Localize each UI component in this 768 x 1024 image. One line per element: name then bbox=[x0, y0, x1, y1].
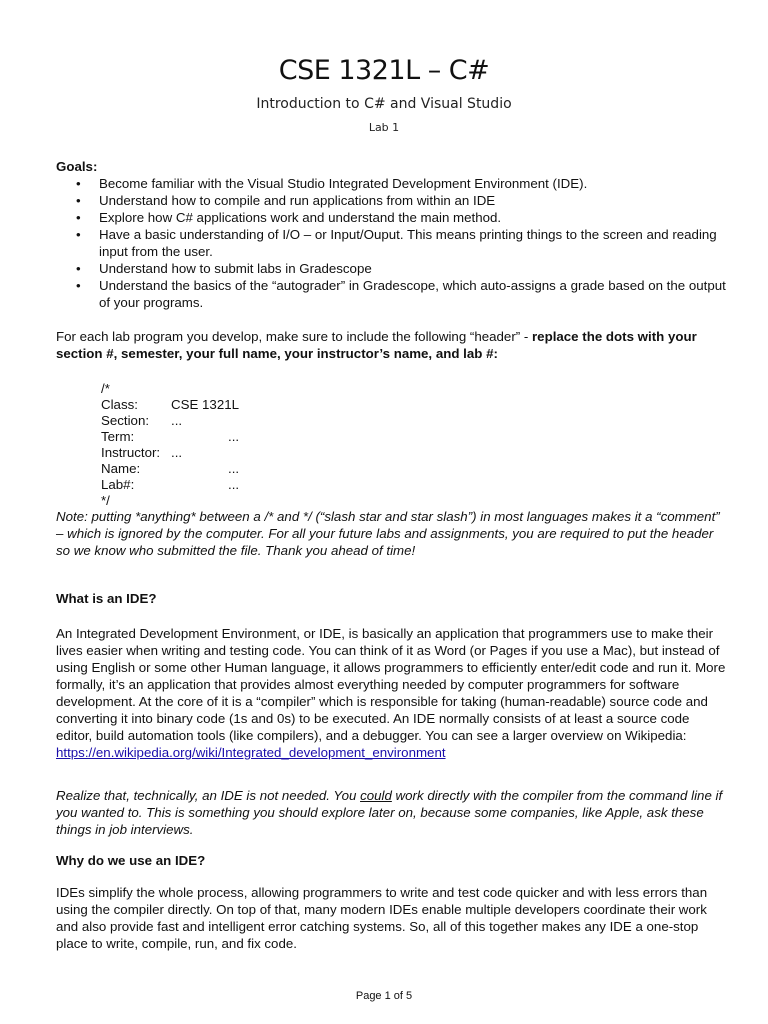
goal-item bbox=[56, 192, 726, 209]
lab-value: ... bbox=[228, 477, 240, 492]
goals-list bbox=[56, 175, 726, 311]
wikipedia-link[interactable]: https://en.wikipedia.org/wiki/Integrated_development_environment bbox=[56, 745, 446, 760]
code-header-template bbox=[101, 381, 401, 509]
what-is-ide-heading: What is an IDE? bbox=[56, 591, 157, 606]
what-is-ide-text: An Integrated Development Environment, or IDE, is basically an application that programmers use to make their lives easier when writing and testing code. You can think of it as Word (or Pages if you use a Mac), but instead of using English or some other Human language, it allows programmers to efficiently enter/edit code and run it. More formally, it’s an application that provides almost everything needed by computer programmers for software development. At the core of it is a “compiler” which is responsible for taking (human-readable) source code and converting it into binary code (1s and 0s) to be executed. An IDE normally consists of at least a source code editor, build automation tools (like compilers), and a debugger. You can see a larger overview on Wikipedia: bbox=[56, 626, 726, 743]
instructor-key: Instructor: bbox=[101, 445, 161, 460]
realize-paragraph bbox=[56, 787, 726, 838]
lab-key: Lab#: bbox=[101, 477, 135, 492]
bullet-icon: • bbox=[76, 261, 81, 276]
section-key: Section: bbox=[101, 413, 150, 428]
page-number: Page 1 of 5 bbox=[355, 990, 413, 1002]
goal-text: Understand how to submit labs in Gradescope bbox=[99, 261, 372, 276]
comment-note: Note: putting *anything* between a /* and */ (“slash star and star slash”) in most languages makes it a “comment” – which is ignored by the computer. For all your future labs and assignments, you are required to put the header so we know who submitted the file. Thank you ahead of time! bbox=[56, 509, 720, 558]
lab-number: Lab 1 bbox=[368, 121, 400, 134]
goal-text: Understand the basics of the “autograder” in Gradescope, which auto-assigns a grade based on the output of your programs. bbox=[99, 278, 726, 310]
code-line bbox=[101, 429, 401, 445]
header-instructions-bold: replace the dots with your section #, semester, your full name, your instructor’s name, and lab #: bbox=[56, 329, 697, 361]
realize-text-start: Realize that, technically, an IDE is not needed. You bbox=[56, 788, 361, 803]
term-key: Term: bbox=[101, 429, 135, 444]
goals-section bbox=[56, 158, 726, 311]
code-line bbox=[101, 381, 401, 397]
comment-close: */ bbox=[101, 493, 110, 508]
code-line bbox=[101, 461, 401, 477]
term-value: ... bbox=[228, 429, 240, 444]
comment-open: /* bbox=[101, 381, 110, 396]
goal-item bbox=[56, 260, 726, 277]
bullet-icon: • bbox=[76, 193, 81, 208]
goal-text: Understand how to compile and run applications from within an IDE bbox=[99, 193, 496, 208]
why-ide-paragraph: IDEs simplify the whole process, allowing programmers to write and test code quicker and with less errors than using the compiler directly. On top of that, many modern IDEs enable multiple developers coordinate their work and also provide fast and intelligent error catching systems. So, all of this together makes any IDE a one-stop place to write, compile, run, and fix code. bbox=[56, 885, 708, 951]
goal-text: Become familiar with the Visual Studio Integrated Development Environment (IDE). bbox=[99, 176, 588, 191]
goal-item bbox=[56, 277, 726, 311]
code-line bbox=[101, 413, 401, 429]
goals-heading: Goals: bbox=[56, 159, 98, 174]
bullet-icon: • bbox=[76, 176, 81, 191]
name-value: ... bbox=[228, 461, 240, 476]
section-value: ... bbox=[171, 413, 183, 428]
goal-text: Have a basic understanding of I/O – or Input/Ouput. This means printing things to the screen and reading input from the user. bbox=[99, 227, 717, 259]
document-title: CSE 1321L – C# bbox=[278, 55, 490, 86]
goal-item bbox=[56, 175, 726, 192]
goal-item bbox=[56, 226, 726, 260]
bullet-icon: • bbox=[76, 278, 81, 293]
code-line bbox=[101, 445, 401, 461]
name-key: Name: bbox=[101, 461, 141, 476]
goal-item bbox=[56, 209, 726, 226]
why-ide-heading: Why do we use an IDE? bbox=[56, 853, 206, 868]
bullet-icon: • bbox=[76, 227, 81, 242]
code-line bbox=[101, 477, 401, 493]
bullet-icon: • bbox=[76, 210, 81, 225]
class-value: CSE 1321L bbox=[171, 397, 240, 412]
realize-underlined-word: could bbox=[360, 788, 392, 803]
realize-text-end: work directly with the compiler from the command line if you wanted to. This is something you should explore later on, because some companies, like Apple, ask these things in job interviews. bbox=[56, 788, 723, 837]
class-key: Class: bbox=[101, 397, 138, 412]
document-subtitle: Introduction to C# and Visual Studio bbox=[256, 96, 512, 112]
what-is-ide-paragraph bbox=[56, 625, 726, 761]
code-line bbox=[101, 493, 401, 509]
instructor-value: ... bbox=[171, 445, 183, 460]
code-line bbox=[101, 397, 401, 413]
header-instructions bbox=[56, 328, 726, 362]
header-instructions-text: For each lab program you develop, make sure to include the following “header” - bbox=[56, 329, 532, 344]
goal-text: Explore how C# applications work and understand the main method. bbox=[99, 210, 502, 225]
